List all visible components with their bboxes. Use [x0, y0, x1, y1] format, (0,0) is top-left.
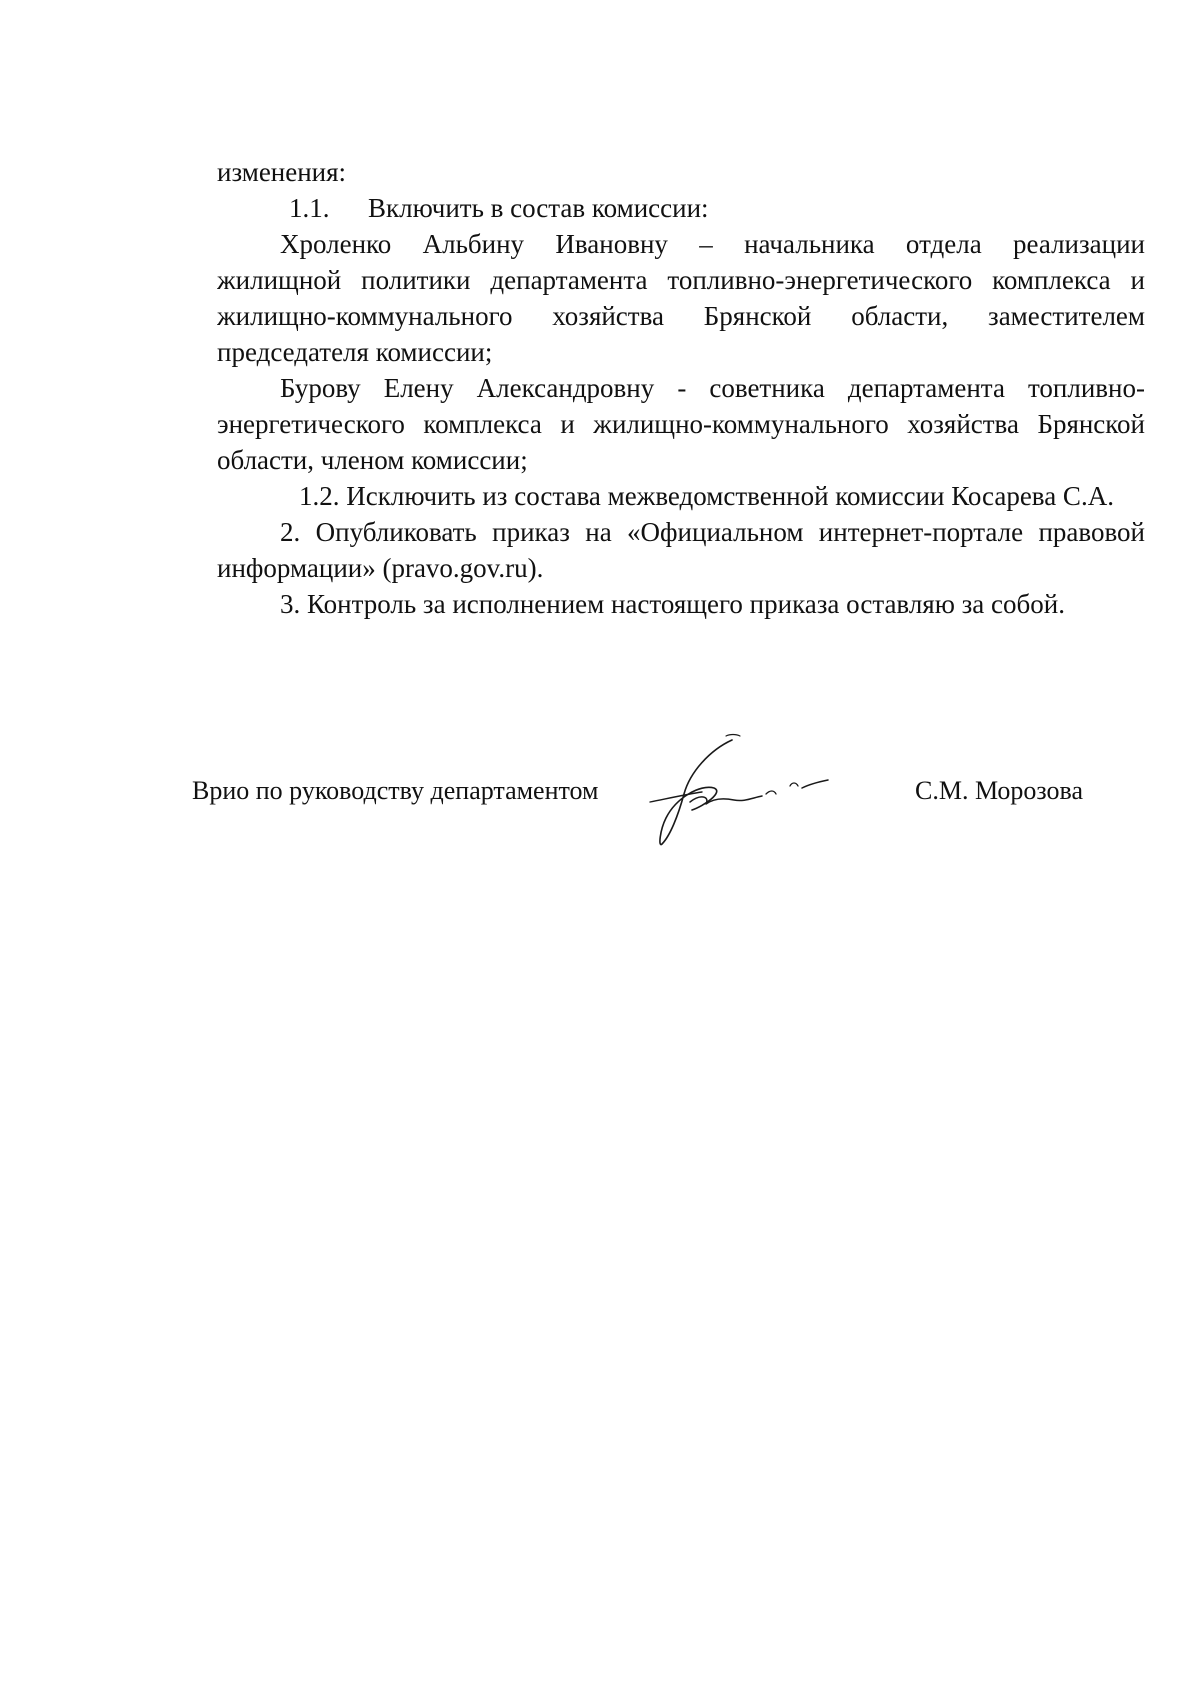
list-item-1-1 [217, 190, 1145, 226]
paragraph-line: изменения: [217, 157, 347, 187]
paragraph-line: Бурову Елену Александровну - советника департамента топливно- [280, 373, 1145, 403]
paragraph-line: информации» (pravo.gov.ru). [217, 553, 544, 583]
signatory-name: С.М. Морозова [915, 776, 1084, 805]
paragraph-line: председателя комиссии; [217, 337, 493, 367]
list-item-text: Включить в состав комиссии: [368, 193, 709, 223]
signatory-title: Врио по руководству департаментом [192, 776, 599, 805]
paragraph-line: 1.2. Исключить из состава межведомственной комиссии Косарева С.А. [299, 481, 1114, 511]
paragraph-line: области, членом комиссии; [217, 445, 528, 475]
document-body [217, 154, 1145, 622]
paragraph-line: 2. Опубликовать приказ на «Официальном интернет-портале правовой [280, 517, 1145, 547]
paragraph-line: жилищно-коммунального хозяйства Брянской области, заместителем [217, 301, 1145, 331]
paragraph-line: энергетического комплекса и жилищно-коммунального хозяйства Брянской [217, 409, 1145, 439]
paragraph-line: Хроленко Альбину Ивановну – начальника отдела реализации [280, 229, 1145, 259]
paragraph-line: 3. Контроль за исполнением настоящего приказа оставляю за собой. [280, 589, 1065, 619]
paragraph-line: жилищной политики департамента топливно-энергетического комплекса и [217, 265, 1145, 295]
handwritten-signature [640, 732, 850, 852]
list-item-number: 1.1. [289, 193, 330, 223]
